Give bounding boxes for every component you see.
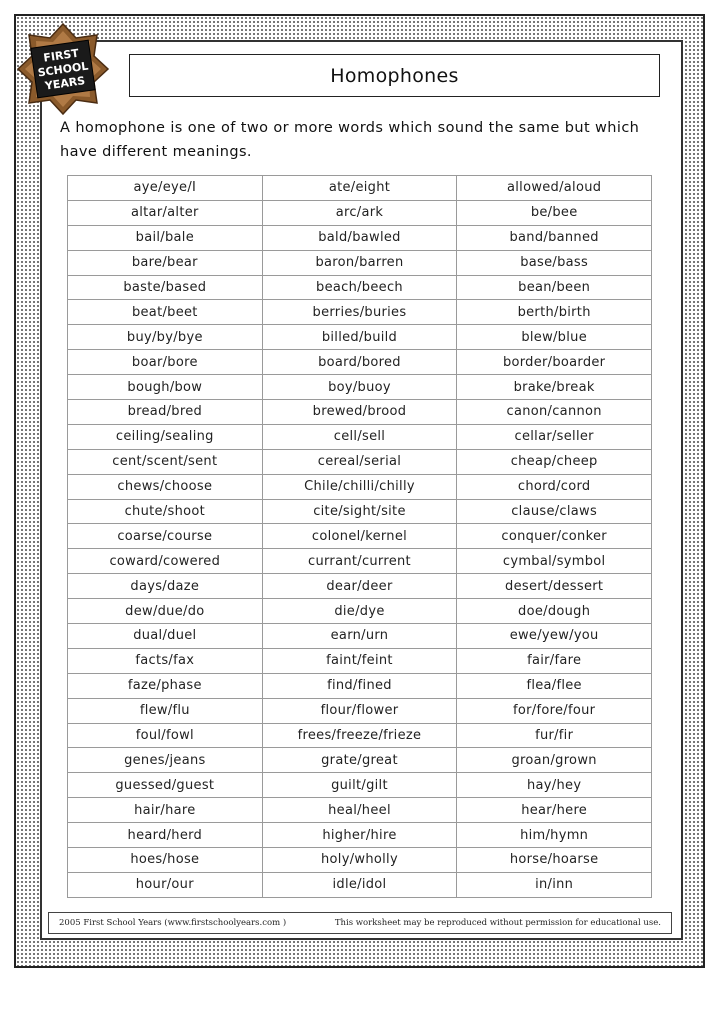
table-cell: chord/cord: [457, 474, 652, 499]
page-title: Homophones: [129, 54, 660, 97]
table-cell: bald/bawled: [262, 225, 457, 250]
table-cell: frees/freeze/frieze: [262, 723, 457, 748]
table-cell: beach/beech: [262, 275, 457, 300]
table-cell: heal/heel: [262, 798, 457, 823]
table-row: [68, 549, 652, 574]
table-cell: hoes/hose: [68, 848, 263, 873]
intro-text: A homophone is one of two or more words which sound the same but which have different meanings.: [60, 120, 640, 160]
table-row: [68, 474, 652, 499]
first-school-years-logo: [16, 22, 110, 116]
table-cell: brewed/brood: [262, 400, 457, 425]
table-cell: brake/break: [457, 375, 652, 400]
table-row: [68, 176, 652, 201]
table-cell: fur/fir: [457, 723, 652, 748]
table-row: [68, 648, 652, 673]
table-cell: desert/dessert: [457, 574, 652, 599]
logo-line-2: SCHOOL: [36, 59, 90, 80]
logo-line-3: YEARS: [44, 74, 86, 93]
table-cell: blew/blue: [457, 325, 652, 350]
table-cell: hay/hey: [457, 773, 652, 798]
table-row: [68, 499, 652, 524]
table-row: [68, 375, 652, 400]
table-row: [68, 698, 652, 723]
table-cell: cheap/cheep: [457, 449, 652, 474]
table-cell: dew/due/do: [68, 599, 263, 624]
table-cell: ate/eight: [262, 176, 457, 201]
table-cell: holy/wholly: [262, 848, 457, 873]
table-cell: billed/build: [262, 325, 457, 350]
table-row: [68, 225, 652, 250]
table-cell: cellar/seller: [457, 424, 652, 449]
table-cell: boar/bore: [68, 350, 263, 375]
table-cell: fair/fare: [457, 648, 652, 673]
table-cell: doe/dough: [457, 599, 652, 624]
table-cell: days/daze: [68, 574, 263, 599]
table-cell: faze/phase: [68, 673, 263, 698]
table-row: [68, 449, 652, 474]
table-cell: facts/fax: [68, 648, 263, 673]
table-row: [68, 723, 652, 748]
footer-copyright: 2005 First School Years (www.firstschoolyears.com ): [59, 918, 287, 928]
table-cell: heard/herd: [68, 823, 263, 848]
table-cell: baste/based: [68, 275, 263, 300]
table-row: [68, 823, 652, 848]
table-cell: hair/hare: [68, 798, 263, 823]
table-cell: Chile/chilli/chilly: [262, 474, 457, 499]
table-cell: guilt/gilt: [262, 773, 457, 798]
table-row: [68, 624, 652, 649]
table-cell: coarse/course: [68, 524, 263, 549]
table-cell: flea/flee: [457, 673, 652, 698]
table-cell: berries/buries: [262, 300, 457, 325]
table-row: [68, 574, 652, 599]
table-row: [68, 872, 652, 897]
table-cell: ceiling/sealing: [68, 424, 263, 449]
table-cell: cent/scent/sent: [68, 449, 263, 474]
table-cell: genes/jeans: [68, 748, 263, 773]
table-cell: canon/cannon: [457, 400, 652, 425]
table-cell: die/dye: [262, 599, 457, 624]
table-row: [68, 773, 652, 798]
table-cell: bough/bow: [68, 375, 263, 400]
table-row: [68, 325, 652, 350]
table-cell: hour/our: [68, 872, 263, 897]
table-cell: him/hymn: [457, 823, 652, 848]
table-cell: border/boarder: [457, 350, 652, 375]
table-cell: berth/birth: [457, 300, 652, 325]
table-row: [68, 200, 652, 225]
table-cell: groan/grown: [457, 748, 652, 773]
table-cell: ewe/yew/you: [457, 624, 652, 649]
table-cell: baron/barren: [262, 250, 457, 275]
table-cell: for/fore/four: [457, 698, 652, 723]
table-row: [68, 350, 652, 375]
table-cell: base/bass: [457, 250, 652, 275]
table-cell: flour/flower: [262, 698, 457, 723]
homophones-table: [67, 175, 652, 898]
table-row: [68, 848, 652, 873]
table-cell: colonel/kernel: [262, 524, 457, 549]
table-row: [68, 250, 652, 275]
table-cell: allowed/aloud: [457, 176, 652, 201]
table-row: [68, 275, 652, 300]
table-cell: altar/alter: [68, 200, 263, 225]
table-row: [68, 798, 652, 823]
table-cell: bare/bear: [68, 250, 263, 275]
table-cell: earn/urn: [262, 624, 457, 649]
table-row: [68, 673, 652, 698]
table-cell: aye/eye/I: [68, 176, 263, 201]
table-row: [68, 300, 652, 325]
table-cell: board/bored: [262, 350, 457, 375]
table-cell: beat/beet: [68, 300, 263, 325]
table-cell: band/banned: [457, 225, 652, 250]
table-row: [68, 599, 652, 624]
table-cell: boy/buoy: [262, 375, 457, 400]
footer: [48, 912, 672, 934]
table-row: [68, 748, 652, 773]
table-cell: clause/claws: [457, 499, 652, 524]
logo-line-1: FIRST: [42, 46, 80, 65]
table-cell: find/fined: [262, 673, 457, 698]
table-cell: idle/idol: [262, 872, 457, 897]
table-cell: bail/bale: [68, 225, 263, 250]
table-cell: cell/sell: [262, 424, 457, 449]
table-cell: arc/ark: [262, 200, 457, 225]
table-cell: flew/flu: [68, 698, 263, 723]
table-cell: cereal/serial: [262, 449, 457, 474]
table-cell: bean/been: [457, 275, 652, 300]
table-cell: higher/hire: [262, 823, 457, 848]
table-cell: faint/feint: [262, 648, 457, 673]
footer-permission: This worksheet may be reproduced without permission for educational use.: [334, 918, 661, 928]
table-cell: chute/shoot: [68, 499, 263, 524]
table-row: [68, 400, 652, 425]
table-cell: cymbal/symbol: [457, 549, 652, 574]
table-cell: dear/deer: [262, 574, 457, 599]
table-cell: bread/bred: [68, 400, 263, 425]
table-cell: in/inn: [457, 872, 652, 897]
table-cell: horse/hoarse: [457, 848, 652, 873]
table-cell: conquer/conker: [457, 524, 652, 549]
table-cell: buy/by/bye: [68, 325, 263, 350]
table-cell: be/bee: [457, 200, 652, 225]
table-cell: dual/duel: [68, 624, 263, 649]
homophones-table-body: [68, 176, 652, 898]
table-cell: guessed/guest: [68, 773, 263, 798]
table-cell: cite/sight/site: [262, 499, 457, 524]
table-cell: foul/fowl: [68, 723, 263, 748]
table-cell: coward/cowered: [68, 549, 263, 574]
table-row: [68, 524, 652, 549]
table-cell: hear/here: [457, 798, 652, 823]
table-row: [68, 424, 652, 449]
table-cell: chews/choose: [68, 474, 263, 499]
table-cell: currant/current: [262, 549, 457, 574]
table-cell: grate/great: [262, 748, 457, 773]
